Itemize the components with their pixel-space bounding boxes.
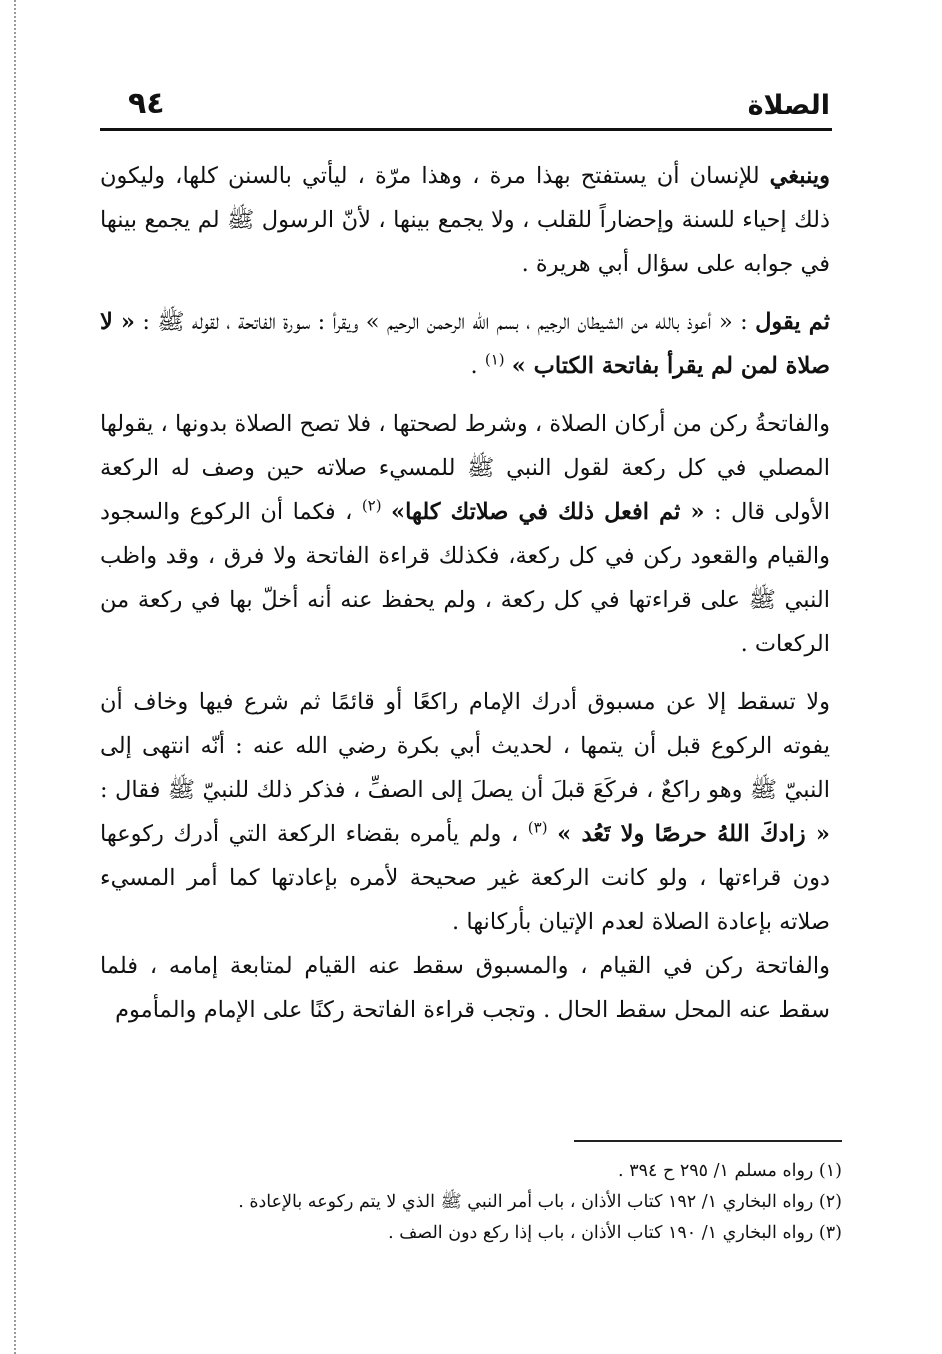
header-rule bbox=[100, 128, 832, 131]
footnote-separator bbox=[574, 1140, 842, 1142]
paragraph-text: : « أعوذ بالله من الشيطان الرجيم ، بسم الله الرحمن الرحيم » ويقرأ : سورة الفاتحة ، لقوله ﷺ : bbox=[134, 309, 756, 335]
paragraph-4 bbox=[100, 680, 830, 944]
page-number: ٩٤ bbox=[128, 86, 165, 121]
main-text bbox=[100, 154, 830, 1032]
hadith-quote: « لا صلاة لمن لم يقرأ بفاتحة الكتاب » bbox=[100, 309, 830, 379]
footnote-3: (٣) رواه البخاري ١/ ١٩٠ كتاب الأذان ، باب إذا ركع دون الصف . bbox=[388, 1223, 842, 1243]
lead-word: ثم يقول bbox=[755, 309, 830, 335]
footnotes bbox=[100, 1156, 842, 1249]
book-page bbox=[100, 78, 842, 1354]
paragraph-text-continued: ، فكما أن الركوع والسجود والقيام والقعود ركن في كل ركعة، فكذلك قراءة الفاتحة ولا فرق ، وقد واظب النبي ﷺ على قراءتها في كل ركعة ، ولم يحفظ عنه أنه أخلّ بها في ركعة من الركعات . bbox=[100, 499, 830, 657]
footnote-ref: (١) bbox=[484, 350, 505, 369]
paragraph-1 bbox=[100, 154, 830, 286]
footnote-ref: (٣) bbox=[527, 818, 548, 837]
paragraph-text: والفاتحة ركن في القيام ، والمسبوق سقط عنه القيام لمتابعة إمامه ، فلما سقط عنه المحل سقط الحال . وتجب قراءة الفاتحة ركنًا على الإمام والمأموم bbox=[100, 953, 830, 1023]
scan-dotted-border bbox=[14, 0, 16, 1354]
paragraph-tail: . bbox=[470, 353, 485, 379]
footnote-1: (١) رواه مسلم ١/ ٢٩٥ ح ٣٩٤ . bbox=[618, 1161, 842, 1181]
hadith-quote: « ثم افعل ذلك في صلاتك كلها» bbox=[391, 499, 705, 525]
running-title: الصلاة bbox=[747, 90, 830, 121]
paragraph-3 bbox=[100, 402, 830, 666]
paragraph-text: للإنسان أن يستفتح بهذا مرة ، وهذا مرّة ، ليأتي بالسنن كلها، وليكون ذلك إحياء للسنة وإحضاراً للقلب ، ولا يجمع بينها ، لأنّ الرسول ﷺ لم يجمع بينها في جوابه على سؤال أبي هريرة . bbox=[100, 163, 830, 277]
page-header bbox=[100, 78, 830, 132]
paragraph-5 bbox=[100, 944, 830, 1032]
footnote-2: (٢) رواه البخاري ١/ ١٩٢ كتاب الأذان ، باب أمر النبي ﷺ الذي لا يتم ركوعه بالإعادة . bbox=[238, 1192, 842, 1212]
footnote-ref: (٢) bbox=[361, 496, 382, 515]
paragraph-text: والفاتحةُ ركن من أركان الصلاة ، وشرط لصحتها ، فلا تصح الصلاة بدونها ، يقولها المصلي في كل ركعة لقول النبي ﷺ للمسيء صلاته حين وصف له الركعة الأولى قال : bbox=[100, 411, 830, 525]
paragraph-2 bbox=[100, 300, 830, 388]
paragraph-text: ولا تسقط إلا عن مسبوق أدرك الإمام راكعًا أو قائمًا ثم شرع فيها وخاف أن يفوته الركوع قبل أن يتمها ، لحديث أبي بكرة رضي الله عنه : أنّه انتهى إلى النبيّ ﷺ وهو راكعٌ ، فركَعَ قبلَ أن يصلَ إلى الصفِّ ، فذكر ذلك للنبيّ ﷺ فقال : bbox=[100, 689, 830, 803]
lead-word: وينبغي bbox=[769, 163, 830, 189]
paragraph-text-continued: ، ولم يأمره بقضاء الركعة التي أدرك ركوعها دون قراءتها ، ولو كانت الركعة غير صحيحة لأمره بإعادتها كما أمر المسيء صلاته بإعادة الصلاة لعدم الإتيان بأركانها . bbox=[100, 821, 830, 935]
hadith-quote: « زادكَ اللهُ حرصًا ولا تَعُد » bbox=[557, 821, 830, 847]
